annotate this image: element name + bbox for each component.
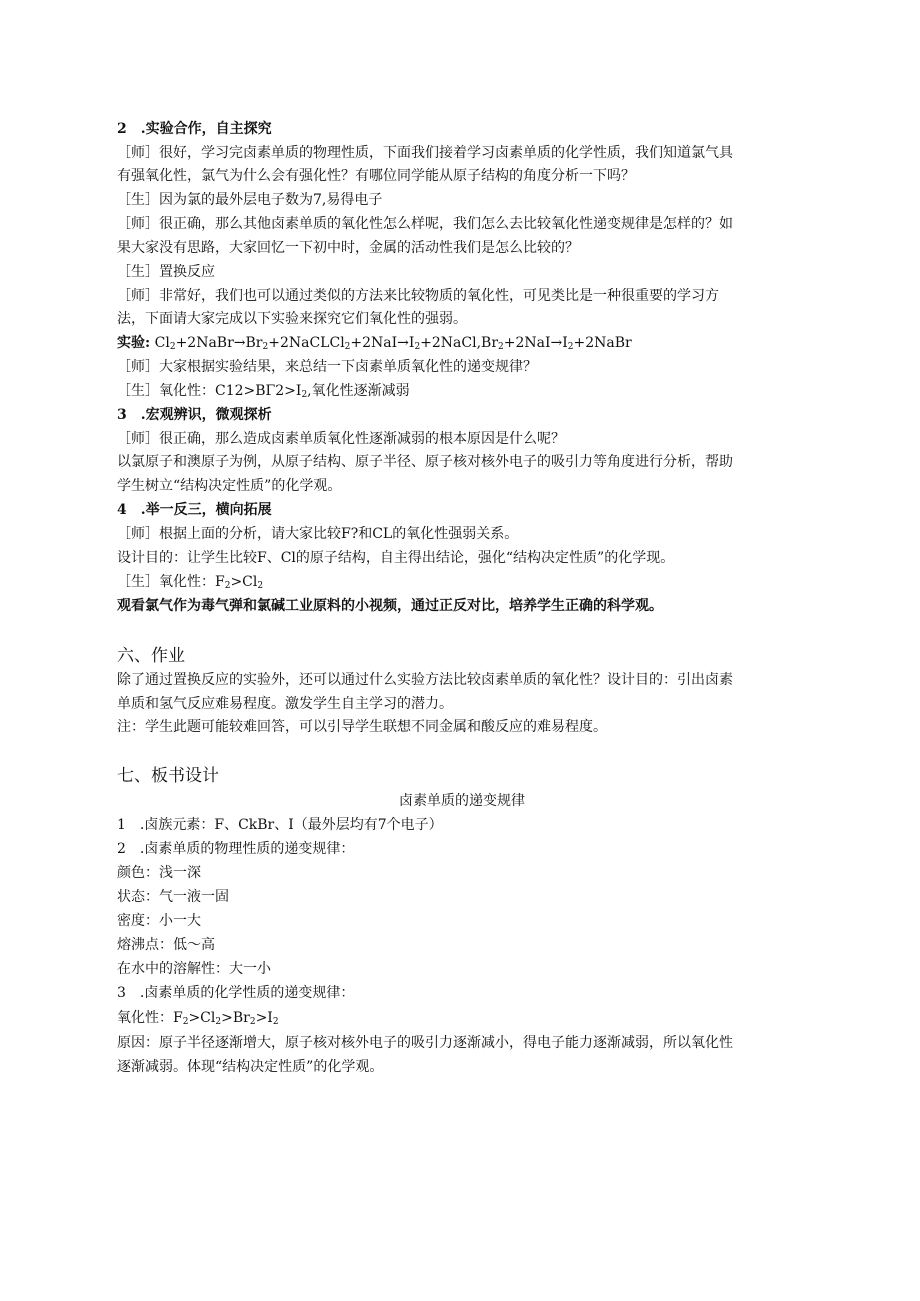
board-reason: 原因：原子半径逐渐增大，原子核对核外电子的吸引力逐渐减小，得电子能力逐渐减弱，所以氧化性 [117,1035,733,1051]
board-reason-cont: 逐渐减弱。体现“结构决定性质”的化学观。 [117,1059,384,1075]
teacher-line: ［师］很正确，那么造成卤素单质氧化性逐渐减弱的根本原因是什么呢？ [117,431,565,447]
teacher-line-cont: 法，下面请大家完成以下实验来探究它们氧化性的强弱。 [117,311,467,327]
design-purpose: 设计目的：让学生比较F、Cl的原子结构，自主得出结论，强化“结构决定性质”的化学现。 [117,550,675,566]
homework-paragraph-cont: 单质和氢气反应难易程度。激发学生自主学习的潜力。 [117,696,453,712]
homework-title: 六、作业 [117,646,185,666]
board-line: 2 .卤素单质的物理性质的递变规律： [117,841,355,857]
board-line: 密度：小一大 [117,913,201,929]
paragraph-cont: 学生树立“结构决定性质”的化学观。 [117,478,342,494]
experiment-label: 实验: [117,335,151,351]
teacher-line: ［师］根据上面的分析，请大家比较F?和CL的氧化性强弱关系。 [117,526,519,542]
board-center-title: 卤素单质的递变规律 [399,793,525,809]
board-title: 七、板书设计 [117,766,219,786]
experiment-line [117,333,632,353]
teacher-line-cont: 果大家没有思路，大家回忆一下初中时，金属的活动性我们是怎么比较的？ [117,240,579,256]
student-line: ［生］氧化性：$F_2>Cl_2$ [117,574,264,591]
section-heading-4: 4 .举一反三，横向拓展 [117,502,272,518]
teacher-line: ［师］很正确，那么其他卤素单质的氧化性怎么样呢，我们怎么去比较氧化性递变规律是怎样的？如 [117,216,733,232]
board-line: 熔沸点：低～高 [117,937,215,953]
board-line: 颜色：浅一深 [117,865,201,881]
teacher-line: ［师］非常好，我们也可以通过类似的方法来比较物质的氧化性，可见类比是一种很重要的学习方 [117,288,719,304]
student-line: ［生］置换反应 [117,264,215,280]
board-line: 1 .卤族元素：F、CkBr、I（最外层均有7个电子） [117,817,443,833]
section-heading-3: 3 .宏观辨识，微观探析 [117,407,272,423]
teacher-line-cont: 有强氧化性，氯气为什么会有强化性？有哪位同学能从原子结构的角度分析一下吗？ [117,168,635,184]
paragraph: 以氯原子和澳原子为例，从原子结构、原子半径、原子核对核外电子的吸引力等角度进行分析，帮助 [117,454,733,470]
teacher-line: ［师］大家根据实验结果，来总结一下卤素单质氧化性的递变规律？ [117,359,537,375]
student-line: ［生］因为氯的最外层电子数为7,易得电子 [117,192,383,208]
video-note: 观看氯气作为毒气弹和氯碱工业原料的小视频，通过正反对比，培养学生正确的科学观。 [117,598,663,614]
board-line: 3 .卤素单质的化学性质的递变规律： [117,985,355,1001]
teacher-line: ［师］很好，学习完卤素单质的物理性质，下面我们接着学习卤素单质的化学性质，我们知道氯气具 [117,145,733,161]
homework-note: 注：学生此题可能较难回答，可以引导学生联想不同金属和酸反应的难易程度。 [117,719,607,735]
student-line: ［生］氧化性：$C12>B\Gamma 2>I_2$,氧化性逐渐减弱 [117,383,410,400]
board-line: 在水中的溶解性：大一小 [117,961,271,977]
board-line: 状态：气一液一固 [117,889,229,905]
experiment-equation: $Cl_2+2NaBr\to Br_2+2NaCLCl_2+2NaI\to I_2+2NaCl,Br_2+2NaI\to I_2+2NaBr$ [154,335,632,352]
homework-paragraph: 除了通过置换反应的实验外，还可以通过什么实验方法比较卤素单质的氧化性？设计目的：引出卤素 [117,672,733,688]
section-heading-2: 2 .实验合作，自主探究 [117,121,272,137]
board-line-oxidizing: 氧化性：$F_2>Cl_2>Br_2>I_2$ [117,1010,279,1027]
